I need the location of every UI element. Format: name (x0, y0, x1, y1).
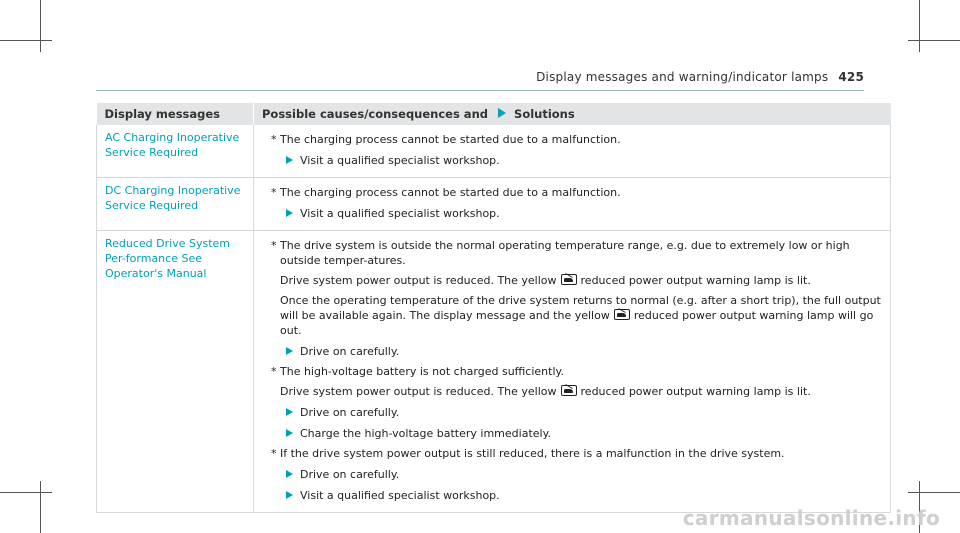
cause-text: The drive system is outside the normal operating temperature range, e.g. due to extremely low or high outside temper-atures. (280, 239, 850, 267)
step-text: Visit a qualified specialist workshop. (300, 154, 500, 167)
cause-marker: * (271, 239, 277, 252)
crop-mark (919, 0, 920, 52)
header-rule (96, 90, 864, 91)
step-text: Charge the high-voltage battery immediately. (300, 427, 552, 440)
action-arrow-icon (286, 209, 293, 217)
solution-step (262, 153, 882, 168)
message-cell: AC Charging Inoperative Service Required (97, 125, 254, 178)
action-arrow-icon (286, 156, 293, 164)
table-row (97, 125, 891, 178)
cause-text: The high-voltage battery is not charged sufficiently. (280, 365, 564, 378)
solution-step (262, 206, 882, 221)
cause-text-part: Drive system power output is reduced. The yellow (280, 274, 557, 287)
step-text: Drive on carefully. (300, 345, 400, 358)
crop-mark (0, 40, 52, 41)
reduced-power-warning-lamp-icon (614, 309, 630, 320)
solution-step (262, 467, 882, 482)
cause-text: The charging process cannot be started due to a malfunction. (280, 133, 621, 146)
cause-text-part: reduced power output warning lamp is lit. (580, 385, 811, 398)
action-arrow-icon (286, 347, 293, 355)
step-text: Visit a qualified specialist workshop. (300, 207, 500, 220)
action-arrow-icon (286, 491, 293, 499)
cause-text (280, 293, 882, 338)
cause-item (262, 185, 882, 200)
running-head (536, 70, 864, 84)
cause-item (262, 364, 882, 399)
cause-text-part: reduced power output warning lamp will go out. (280, 309, 874, 337)
cause-item (262, 238, 882, 338)
crop-mark (40, 0, 41, 52)
solution-arrow-icon (498, 108, 506, 118)
cause-text-part: Once the operating temperature of the drive system returns to normal (e.g. after a short trip), the full output will be available again. The display message and the yellow (280, 294, 881, 322)
table-row (97, 178, 891, 231)
step-text: Drive on carefully. (300, 468, 400, 481)
cause-item (262, 132, 882, 147)
cause-marker: * (271, 447, 277, 460)
action-arrow-icon (286, 470, 293, 478)
table-header-row (97, 103, 891, 125)
solution-step (262, 344, 882, 359)
cause-marker: * (271, 133, 277, 146)
cause-item (262, 446, 882, 461)
display-messages-table (96, 103, 891, 513)
causes-cell (254, 231, 891, 513)
header-solutions-label: Solutions (514, 106, 575, 121)
crop-mark (0, 492, 52, 493)
crop-mark (40, 481, 41, 533)
cause-marker: * (271, 365, 277, 378)
table-row (97, 231, 891, 513)
cause-text (280, 273, 882, 288)
step-text: Visit a qualified specialist workshop. (300, 489, 500, 502)
solution-step (262, 488, 882, 503)
header-causes-label: Possible causes/consequences and (262, 106, 488, 121)
action-arrow-icon (286, 429, 293, 437)
solution-step (262, 405, 882, 420)
crop-mark (908, 492, 960, 493)
message-cell: DC Charging Inoperative Service Required (97, 178, 254, 231)
watermark: carmanualsonline.info (682, 506, 940, 530)
step-text: Drive on carefully. (300, 406, 400, 419)
cause-text-part: Drive system power output is reduced. The yellow (280, 385, 557, 398)
solution-step (262, 426, 882, 441)
cause-text-part: reduced power output warning lamp is lit. (580, 274, 811, 287)
causes-cell (254, 178, 891, 231)
reduced-power-warning-lamp-icon (561, 385, 577, 396)
header-display-messages: Display messages (97, 103, 254, 125)
cause-marker: * (271, 186, 277, 199)
cause-text: The charging process cannot be started due to a malfunction. (280, 186, 621, 199)
running-head-title: Display messages and warning/indicator lamps (536, 70, 829, 84)
reduced-power-warning-lamp-icon (561, 274, 577, 285)
crop-mark (908, 40, 960, 41)
cause-text (280, 384, 882, 399)
message-cell: Reduced Drive System Per-formance See Operator's Manual (97, 231, 254, 513)
header-causes-solutions (254, 103, 891, 125)
page-number: 425 (838, 70, 864, 84)
action-arrow-icon (286, 408, 293, 416)
cause-text: If the drive system power output is still reduced, there is a malfunction in the drive system. (280, 447, 785, 460)
causes-cell (254, 125, 891, 178)
